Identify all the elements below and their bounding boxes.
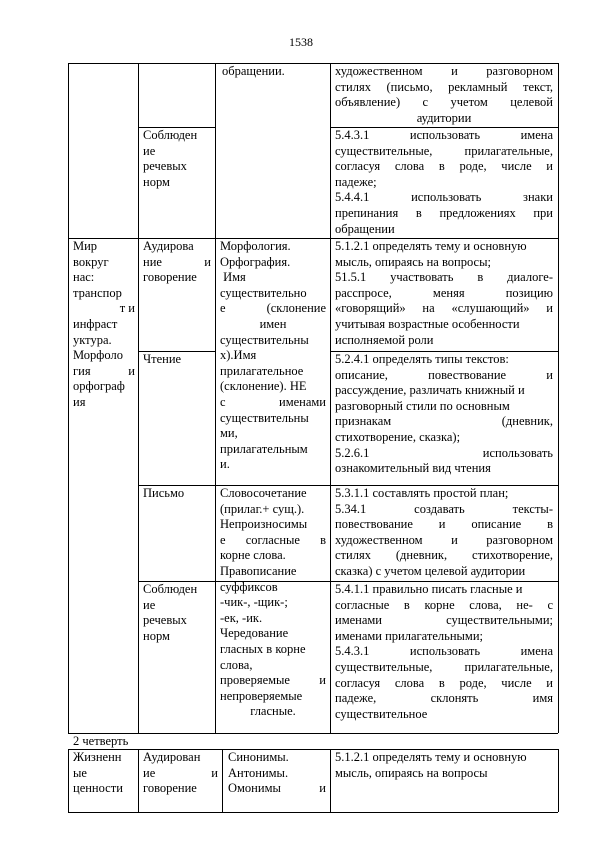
row2-col2: Аудирова ние и говорение	[143, 239, 211, 285]
last-row-col1: Жизненн ые ценности	[73, 750, 123, 796]
row2-col4: 5.1.2.1 определять тему и основную мысль, опираясь на вопросы; 51.5.1 участвовать в диалоге- расспросе, меняя позицию «говорящий» на «слушающий» и учитывая возрастные особенности исполняемой роли	[335, 239, 553, 347]
row1-col2: Соблюден ие речевых норм	[143, 128, 198, 189]
row5-col4: 5.4.1.1 правильно писать гласные и согласные в корне слова, не- с именами существительными; именами прилагательными; 5.4.3.1 использовать имена существительные, прилагательные, согласуя слова в роде, числе и падеже, склонять имя существительное	[335, 582, 553, 721]
row2-col3: Морфология. Орфография. Имя существительно е (склонение имен существительны х).Имя прилагательное (склонение). НЕ с именами существительны ми, прилагательным и.	[220, 239, 326, 472]
last-row-col4: 5.1.2.1 определять тему и основную мысль, опираясь на вопросы	[335, 750, 527, 780]
row0-col4: художественном и разговорном стилях (письмо, рекламный текст, объявление) с учетом целевой аудитории	[335, 64, 553, 125]
row4-col2: Письмо	[143, 486, 185, 500]
row2-col1: Мир вокруг нас: транспор т и инфраст уктура. Морфоло гия и орфограф ия	[73, 239, 135, 409]
last-row-col2: Аудирован ие и говорение	[143, 750, 218, 796]
row0-col3: обращении.	[222, 64, 285, 78]
quarter-label: 2 четверть	[73, 734, 129, 748]
last-row-col3: Синонимы. Антонимы. Омонимы и	[228, 750, 326, 796]
row4-col3: Словосочетание (прилаг.+ сущ.). Непроизносимы е согласные в корне слова. Правописание суффиксов -чик-, -щик-; -ек, -ик. Чередование гласных в корне слова, проверяемые и непроверяемые гласные.	[220, 486, 326, 719]
row3-col2: Чтение	[143, 352, 182, 366]
row3-col4: 5.2.4.1 определять типы текстов: описание, повествование и рассуждение, различать книжный и разговорный стили по основным признакам (дневник, стихотворение, сказка); 5.2.6.1 использовать ознакомительный вид чтения	[335, 352, 553, 476]
row5-col2: Соблюден ие речевых норм	[143, 582, 198, 643]
page-number: 1538	[289, 35, 313, 49]
row1-col4: 5.4.3.1 использовать имена существительные, прилагательные, согласуя слова в роде, числе и падеже; 5.4.4.1 использовать знаки препинания в предложениях при обращении	[335, 128, 553, 236]
row4-col4: 5.3.1.1 составлять простой план; 5.34.1 создавать тексты- повествование и описание в художественном и разговорном стилях (дневник, стихотворение, сказка) с учетом целевой аудитории	[335, 486, 553, 578]
